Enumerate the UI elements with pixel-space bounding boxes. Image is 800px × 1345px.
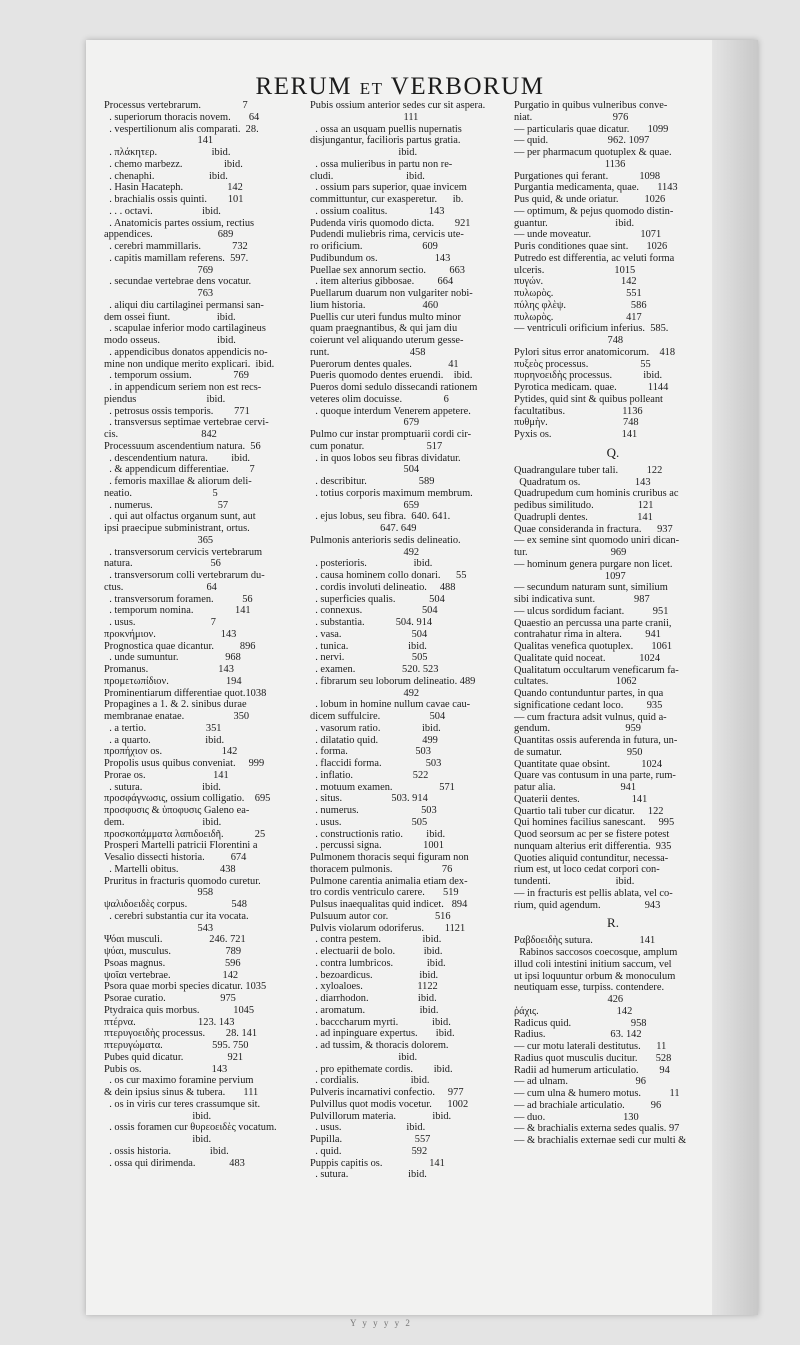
index-entry: . brachialis ossis quinti. 101: [104, 194, 244, 205]
index-entry: . aliqui diu cartilaginei permansi san-: [104, 299, 264, 311]
index-entry: Quaestio an percussa una parte cranii,: [514, 617, 672, 629]
index-entry: Pubes quid dicatur. 921: [104, 1051, 244, 1063]
index-entry: appendices. 689: [104, 229, 234, 241]
index-entry: 647. 649: [310, 523, 417, 534]
index-entry: . diarrhodon. ibid.: [310, 993, 437, 1004]
index-entry: . ossium pars superior, quae invicem: [310, 182, 467, 194]
index-entry: . item alterius gibbosae. 664: [310, 276, 454, 288]
index-entry: προμετωπίδιον. 194: [104, 675, 242, 687]
index-entry: Quartio tali tuber cur dicatur. 122: [514, 805, 664, 817]
index-entry: — ex semine sint quomodo uniri dican-: [514, 535, 680, 547]
index-entry: Pulsuum autor cor. 516: [310, 910, 451, 922]
index-entry: . cerebri mammillaris. 732: [104, 241, 248, 252]
index-entry: ulceris. 1015: [514, 264, 636, 276]
index-entry: Rabinos saccosos coecosque, amplum: [514, 947, 678, 958]
index-entry: . πλάκητερ. ibid.: [104, 147, 231, 158]
index-entry: . pro epithemate cordis. ibid.: [310, 1063, 453, 1075]
index-entry: — unde moveatur. 1071: [514, 229, 662, 241]
index-entry: πτερυγοειδὴς processus. 28. 141: [104, 1028, 258, 1040]
index-entry: . Anatomicis partes ossium, rectius: [104, 217, 255, 229]
index-entry: . usus. 7: [104, 617, 216, 628]
index-entry: Quae consideranda in fractura. 937: [514, 523, 673, 535]
index-entry: illud coli intestini initium saccum, vel: [514, 958, 672, 970]
index-entry: rium est, ut loco cedat corpori con-: [514, 864, 660, 876]
index-entry: . & appendicum differentiae. 7: [104, 464, 255, 476]
index-entry: committuntur, cur exasperetur. ib.: [310, 194, 464, 205]
index-entry: . forma. 503: [310, 746, 431, 758]
index-entry: . transversorum foramen. 56: [104, 593, 253, 605]
index-entry: . . . octavi. ibid.: [104, 205, 221, 217]
index-entry: — duo. 130: [514, 1111, 639, 1123]
index-entry: gendum. 959: [514, 723, 641, 735]
index-entry: . ad tussim, & thoracis dolorem.: [310, 1040, 449, 1051]
index-entry: . motuum examen. 571: [310, 781, 455, 793]
index-entry: dem ossei fiunt. ibid.: [104, 311, 236, 323]
index-entry: πυλωρὸς. 551: [514, 288, 642, 299]
index-entry: cludi. ibid.: [310, 170, 425, 182]
index-entry: Puerorum dentes quales. 41: [310, 358, 459, 370]
index-entry: veteres olim docuisse. 6: [310, 393, 449, 405]
index-entry: . descendentium natura. ibid.: [104, 452, 251, 464]
index-entry: . scapulae inferior modo cartilagineus: [104, 323, 266, 335]
index-entry: ro orificium. 609: [310, 241, 438, 252]
index-entry: . vespertilionum alis comparati. 28.: [104, 123, 259, 135]
index-entry: . transversorum cervicis vertebrarum: [104, 546, 263, 558]
index-entry: — & brachialis externae sedi cur multi &: [514, 1135, 687, 1146]
index-entry: Radicus quid. 958: [514, 1017, 647, 1029]
index-entry: & dein ipsius sinus & tubera. 111: [104, 1087, 259, 1098]
index-entry: Puris conditiones quae sint. 1026: [514, 241, 668, 252]
index-entry: . ossa an usquam puellis nupernatis: [310, 123, 462, 135]
index-entry: Quantitas ossis auferenda in futura, un-: [514, 735, 678, 746]
index-entry: . describitur. 589: [310, 476, 435, 487]
index-entry: . capitis mamillam referens. 597.: [104, 252, 249, 264]
index-entry: . constructionis ratio. ibid.: [310, 828, 446, 840]
index-entry: . in quos lobos seu fibras dividatur.: [310, 452, 461, 464]
index-entry: . quid. 592: [310, 1145, 428, 1157]
index-entry: . situs. 503. 914: [310, 793, 428, 805]
index-entry: — cum ulna & humero motus. 11: [514, 1088, 680, 1099]
index-entry: Propagines a 1. & 2. sinibus durae: [104, 699, 247, 711]
index-entry: . ossis historia. ibid.: [104, 1145, 229, 1157]
index-entry: Quadrupedum cum hominis cruribus ac: [514, 488, 679, 500]
index-entry: . cerebri substantia cur ita vocata.: [104, 910, 249, 922]
index-entry: Prorae os. 141: [104, 769, 229, 781]
index-entry: . ossium coalitus. 143: [310, 205, 445, 217]
index-entry: Pus quid, & unde oriatur. 1026: [514, 194, 666, 205]
index-entry: . bezoardicus. ibid.: [310, 969, 439, 981]
index-entry: . a tertio. 351: [104, 722, 222, 734]
index-entry: . quoque interdum Venerem appetere.: [310, 405, 471, 417]
index-entry: Qualitate quid noceat. 1024: [514, 652, 661, 664]
index-entry: πυθμὴν. 748: [514, 417, 639, 429]
index-entry: Qualitatum occultarum veneficarum fa-: [514, 664, 679, 676]
index-entry: . vasorum ratio. ibid.: [310, 722, 441, 734]
index-entry: — in fracturis est pellis ablata, vel co-: [514, 887, 673, 899]
index-entry: 111: [310, 111, 419, 123]
index-entry: . Martelli obitus. 438: [104, 863, 236, 875]
index-entry: 659: [310, 499, 420, 511]
index-entry: Pulvillus quot modis vocetur. 1002: [310, 1098, 469, 1110]
index-entry: cum ponatur. 517: [310, 440, 443, 452]
index-entry: ibid.: [104, 1110, 212, 1122]
index-entry: 1097: [514, 570, 626, 582]
index-entry: . examen. 520. 523: [310, 664, 439, 675]
index-entry: . transversorum colli vertebrarum du-: [104, 570, 265, 581]
index-entry: . numerus. 57: [104, 499, 229, 511]
index-entry: Pulmonis anterioris sedis delineatio.: [310, 534, 461, 546]
index-entry: — & brachialis externa sedes qualis. 97: [514, 1123, 680, 1135]
index-entry: mine non undique merito explicari. ibid.: [104, 358, 275, 370]
index-entry: 426: [514, 994, 624, 1005]
index-entry: Quadrupli dentes. 141: [514, 511, 653, 523]
index-entry: 763: [104, 288, 214, 299]
heading-word-3: VERBORUM: [390, 73, 545, 100]
index-entry: dicem suffulcire. 504: [310, 711, 446, 722]
index-entry: προσφάγνωσις, ossium colligatio. 695: [104, 793, 271, 805]
index-column-3: [514, 100, 712, 1295]
index-entry: patur alia. 941: [514, 782, 637, 793]
index-entry: . temporum nomina. 141: [104, 605, 251, 617]
index-entry: contrahatur rima in altera. 941: [514, 629, 661, 641]
index-entry: Pyxis os. 141: [514, 429, 638, 440]
index-entry: Radius. 63. 142: [514, 1029, 642, 1041]
index-entry: Pulsus inaequalitas quid indicet. 894: [310, 899, 468, 910]
index-entry: Ptydraica quis morbus. 1045: [104, 1004, 255, 1016]
index-entry: . in appendicum seriem non est recs-: [104, 382, 262, 393]
index-entry: Pubis ossium anterior sedes cur sit aspera.: [310, 100, 486, 111]
index-entry: modo osseus. ibid.: [104, 335, 236, 346]
index-entry: Pueros domi sedulo dissecandi rationem: [310, 382, 478, 393]
index-entry: 1136: [514, 158, 626, 170]
index-entry: Processuum ascendentium natura. 56: [104, 440, 261, 452]
index-entry: Psoas magnus. 596: [104, 957, 241, 969]
index-entry: . contra lumbricos. ibid.: [310, 957, 446, 969]
index-entry: . ossa mulieribus in partu non re-: [310, 158, 453, 170]
index-entry: . inflatio. 522: [310, 769, 429, 781]
index-entry: dem. ibid.: [104, 816, 222, 828]
index-entry: Quadratum os. 143: [514, 476, 651, 488]
index-entry: Quantitate quae obsint. 1024: [514, 758, 663, 770]
index-entry: Ραβδοειδὴς sutura. 141: [514, 935, 656, 947]
index-entry: 504: [310, 464, 420, 476]
index-entry: Q.: [606, 444, 620, 460]
index-entry: . chemo marbezz. ibid.: [104, 158, 243, 170]
index-entry: . chenaphi. ibid.: [104, 170, 228, 182]
index-entry: πτέρνα. 123. 143: [104, 1016, 235, 1028]
index-entry: 679: [310, 417, 420, 429]
index-entry: Prominentiarum differentiae quot.1038: [104, 687, 267, 699]
heading-word-2: ET: [359, 79, 384, 98]
index-entry: Putredo est differentia, ac veluti forma: [514, 252, 675, 264]
index-entry: Purgationes qui ferant. 1098: [514, 170, 661, 182]
index-entry: Quare vas contusum in una parte, rum-: [514, 770, 676, 782]
index-entry: . usus. 505: [310, 816, 428, 828]
index-entry: — hominum genera purgare non licet.: [514, 558, 673, 570]
index-entry: Quoties aliquid contunditur, necessa-: [514, 852, 669, 864]
index-entry: membranae enatae. 350: [104, 711, 250, 722]
index-entry: . fibrarum seu loborum delineatio. 489: [310, 675, 476, 687]
index-entry: πτερυγώματα. 595. 750: [104, 1040, 249, 1051]
index-entry: — particularis quae dicatur. 1099: [514, 123, 669, 135]
index-entry: . causa hominem collo donari. 55: [310, 570, 467, 581]
index-entry: Psora quae morbi species dicatur. 1035: [104, 981, 267, 993]
index-entry: neutiquam esse, turpiss. contendere.: [514, 982, 665, 994]
index-entry: προπήχιον os. 142: [104, 746, 238, 758]
index-entry: — ulcus sordidum faciant. 951: [514, 605, 669, 617]
index-entry: guantur. ibid.: [514, 217, 635, 229]
index-entry: coierunt vel aliquando uterum gesse-: [310, 335, 464, 346]
index-entry: cultates. 1062: [514, 676, 637, 688]
index-entry: Quod seorsum ac per se fistere potest: [514, 829, 670, 840]
index-entry: . sutura. ibid.: [310, 1169, 427, 1181]
index-entry: ψύαι, musculus. 789: [104, 946, 242, 957]
index-entry: Pulmo cur instar promptuarii cordi cir-: [310, 429, 472, 440]
index-entry: — ad ulnam. 96: [514, 1076, 646, 1088]
index-entry: . flaccidi forma. 503: [310, 758, 442, 769]
index-entry: Ψόαι musculi. 246. 721: [104, 934, 246, 946]
index-entry: Pulvis violarum odoriferus. 1121: [310, 922, 466, 934]
index-entry: 492: [310, 546, 420, 558]
index-entry: lium historia. 460: [310, 299, 439, 311]
index-entry: cis. 842: [104, 429, 217, 440]
index-entry: Puellae sex annorum sectio. 663: [310, 264, 465, 276]
index-entry: πυξεὸς processus. 55: [514, 358, 651, 370]
index-entry: 141: [104, 135, 214, 147]
index-entry: Pulmone carentia animalia etiam dex-: [310, 875, 468, 887]
index-entry: ut ipsi loquuntur orbum & monoculum: [514, 970, 676, 982]
index-entry: — secundum naturam sunt, similium: [514, 582, 668, 594]
index-entry: . superficies qualis. 504: [310, 593, 445, 605]
page-edge: [712, 40, 758, 1315]
index-entry: Pueris quomodo dentes eruendi. ibid.: [310, 370, 473, 382]
index-entry: R.: [607, 915, 619, 931]
index-entry: Pudibundum os. 143: [310, 252, 451, 264]
index-entry: Radii ad humerum articulatio. 94: [514, 1064, 670, 1076]
index-entry: . qui aut olfactus organum sunt, aut: [104, 511, 256, 523]
index-entry: Puellarum duarum non vulgariter nobi-: [310, 288, 473, 299]
index-entry: πυρηνοειδὴς processus. ibid.: [514, 370, 663, 382]
index-column-1: [104, 100, 300, 1295]
index-entry: . ad inpinguare expertus. ibid.: [310, 1028, 455, 1040]
index-entry: . totius corporis maximum membrum.: [310, 487, 473, 499]
index-entry: . Hasin Hacateph. 142: [104, 182, 243, 194]
index-entry: facultatibus. 1136: [514, 405, 643, 417]
index-entry: rium, quid agendum. 943: [514, 899, 661, 911]
index-entry: 958: [104, 887, 214, 899]
index-entry: . usus. ibid.: [310, 1122, 426, 1134]
index-entry: ctus. 64: [104, 581, 217, 593]
index-entry: . substantia. 504. 914: [310, 617, 433, 628]
index-entry: Qui homines facilius sanescant. 995: [514, 817, 675, 829]
index-entry: 365: [104, 534, 214, 546]
index-entry: . xyloaloes. 1122: [310, 981, 438, 993]
index-column-2: [310, 100, 506, 1295]
index-entry: nunquam alterius erit differentia. 935: [514, 840, 672, 852]
index-entry: Pulvillorum materia. ibid.: [310, 1110, 452, 1122]
index-entry: disjungantur, facilioris partus gratia.: [310, 135, 461, 147]
index-entry: . percussi signa. 1001: [310, 840, 444, 852]
index-entry: 543: [104, 922, 214, 934]
index-entry: tro cordis ventriculo carere. 519: [310, 887, 459, 899]
index-entry: . tunica. ibid.: [310, 640, 427, 652]
index-entry: niat. 976: [514, 111, 629, 123]
index-entry: Quando contunduntur partes, in qua: [514, 688, 664, 699]
index-entry: ψαλιδοειδὲς corpus. 548: [104, 899, 247, 910]
index-entry: . ossa qui dirimenda. 483: [104, 1157, 245, 1169]
index-entry: ῥάχις. 142: [514, 1005, 633, 1017]
index-entry: Pubis os. 143: [104, 1063, 228, 1075]
index-entry: Pytides, quid sint & quibus polleant: [514, 393, 663, 405]
index-entry: piendus ibid.: [104, 393, 226, 405]
index-entry: . femoris maxillae & aliorum deli-: [104, 476, 252, 487]
index-entry: de sumatur. 950: [514, 746, 643, 758]
index-entry: quam praegnantibus, & qui jam diu: [310, 323, 458, 335]
page-heading: [0, 74, 800, 102]
index-entry: Puppis capitis os. 141: [310, 1157, 445, 1169]
index-entry: natura. 56: [104, 558, 221, 570]
index-entry: προσκοπάμματα λαπιδοειδῆ. 25: [104, 828, 266, 840]
index-entry: . sutura. ibid.: [104, 781, 221, 793]
index-entry: Pudendi muliebris rima, cervicis ute-: [310, 229, 464, 241]
index-entry: Radius quot musculis ducitur. 528: [514, 1052, 672, 1064]
index-entry: Pruritus in fracturis quomodo curetur.: [104, 875, 261, 887]
index-entry: . vasa. 504: [310, 628, 428, 640]
index-entry: 748: [514, 335, 624, 346]
index-entry: 492: [310, 687, 420, 699]
index-entry: . superiorum thoracis novem. 64: [104, 111, 260, 123]
index-entry: ψοῖαι vertebrae. 142: [104, 969, 239, 981]
index-entry: Pyrotica medicam. quae. 1144: [514, 382, 669, 393]
index-entry: πύλης φλὲψ. 586: [514, 299, 647, 311]
index-entry: pedibus similitudo. 121: [514, 500, 654, 511]
index-entry: Pudenda viris quomodo dicta. 921: [310, 217, 471, 229]
index-entry: Quaterii dentes. 141: [514, 793, 648, 805]
index-entry: tur. 969: [514, 547, 627, 558]
index-entry: . unde sumuntur. 968: [104, 652, 241, 664]
index-entry: significatione cedant loco. 935: [514, 699, 663, 711]
index-entry: Processus vertebrarum. 7: [104, 100, 248, 111]
index-entry: . contra pestem. ibid.: [310, 934, 442, 946]
index-entry: . bacccharum myrti. ibid.: [310, 1016, 451, 1028]
index-entry: . posterioris. ibid.: [310, 558, 433, 570]
index-entry: — cur motu laterali destitutus. 11: [514, 1041, 667, 1052]
index-entry: Vesalio dissecti historia. 674: [104, 852, 247, 863]
index-entry: . os in viris cur teres crassumque sit.: [104, 1098, 261, 1110]
index-entry: Pupilla. 557: [310, 1134, 431, 1145]
index-entry: . cordialis. ibid.: [310, 1075, 430, 1087]
index-entry: . a quarto. ibid.: [104, 734, 225, 746]
index-entry: . transversus septimae vertebrae cervi-: [104, 417, 269, 429]
index-entry: πυλωρὸς. 417: [514, 311, 642, 323]
index-entry: . secundae vertebrae dens vocatur.: [104, 276, 252, 288]
index-entry: . aromatum. ibid.: [310, 1004, 439, 1016]
index-entry: Purgantia medicamenta, quae. 1143: [514, 182, 678, 194]
index-entry: neatio. 5: [104, 487, 218, 499]
index-entry: Purgatio in quibus vulneribus conve-: [514, 100, 668, 111]
catchword: Y y y y y 2: [350, 1318, 412, 1328]
index-entry: . lobum in homine nullum cavae cau-: [310, 699, 471, 711]
index-entry: . temporum ossium. 769: [104, 370, 249, 382]
heading-word-1: RERUM: [255, 73, 352, 100]
index-entry: Psorae curatio. 975: [104, 993, 236, 1004]
index-entry: — cum fractura adsit vulnus, quid a-: [514, 711, 667, 723]
index-entry: . connexus. 504: [310, 605, 438, 617]
index-entry: . electuarii de bolo. ibid.: [310, 946, 443, 957]
index-entry: ibid.: [310, 147, 418, 158]
index-entry: . ejus lobus, seu fibra. 640. 641.: [310, 511, 451, 523]
index-entry: Pylori situs error anatomicorum. 418: [514, 346, 676, 358]
index-entry: . ossis foramen cur θυρεοειδὲς vocatum.: [104, 1122, 277, 1134]
index-entry: . dilatatio quid. 499: [310, 734, 438, 746]
index-entry: — optimum, & pejus quomodo distin-: [514, 205, 674, 217]
index-entry: προκνήμιον. 143: [104, 628, 237, 640]
index-entry: Promanus. 143: [104, 664, 234, 675]
index-entry: Qualitas venefica quotuplex. 1061: [514, 641, 673, 652]
index-entry: 769: [104, 264, 214, 276]
index-entry: — per pharmacum quotuplex & quae.: [514, 147, 672, 158]
index-entry: . os cur maximo foramine pervium: [104, 1075, 254, 1087]
index-entry: . appendicibus donatos appendicis no-: [104, 346, 268, 358]
index-entry: ipsi praecipue subministrant, ortus.: [104, 523, 250, 534]
index-entry: — ad brachiale articulatio. 96: [514, 1099, 662, 1111]
index-entry: ibid.: [310, 1051, 418, 1063]
index-entry: Prognostica quae dicantur. 896: [104, 640, 256, 652]
index-entry: προσφυσις & ὑποφυσις Galeno ea-: [104, 805, 250, 816]
index-entry: thoracem pulmonis. 76: [310, 863, 453, 875]
index-entry: Pulveris incarnativi confectio. 977: [310, 1087, 464, 1098]
index-entry: ibid.: [104, 1134, 212, 1145]
index-entry: sibi indicativa sunt. 987: [514, 594, 650, 605]
index-entry: tundenti. ibid.: [514, 876, 635, 887]
index-entry: runt. 458: [310, 346, 426, 358]
index-entry: Quadrangulare tuber tali. 122: [514, 464, 663, 476]
index-entry: Prosperi Martelli patricii Florentini a: [104, 840, 258, 852]
index-entry: Propolis usus quibus conveniat. 999: [104, 758, 265, 769]
index-entry: Puellis cur uteri fundus multo minor: [310, 311, 461, 323]
index-entry: . numerus. 503: [310, 805, 437, 816]
index-entry: — ventriculi orificium inferius. 585.: [514, 323, 669, 335]
index-entry: . petrosus ossis temporis. 771: [104, 405, 250, 417]
index-entry: . cordis involuti delineatio. 488: [310, 581, 456, 593]
index-entry: πυγών. 142: [514, 276, 637, 288]
index-entry: Pulmonem thoracis sequi figuram non: [310, 852, 469, 863]
index-entry: — quid. 962. 1097: [514, 135, 650, 147]
index-entry: . nervi. 505: [310, 652, 428, 664]
